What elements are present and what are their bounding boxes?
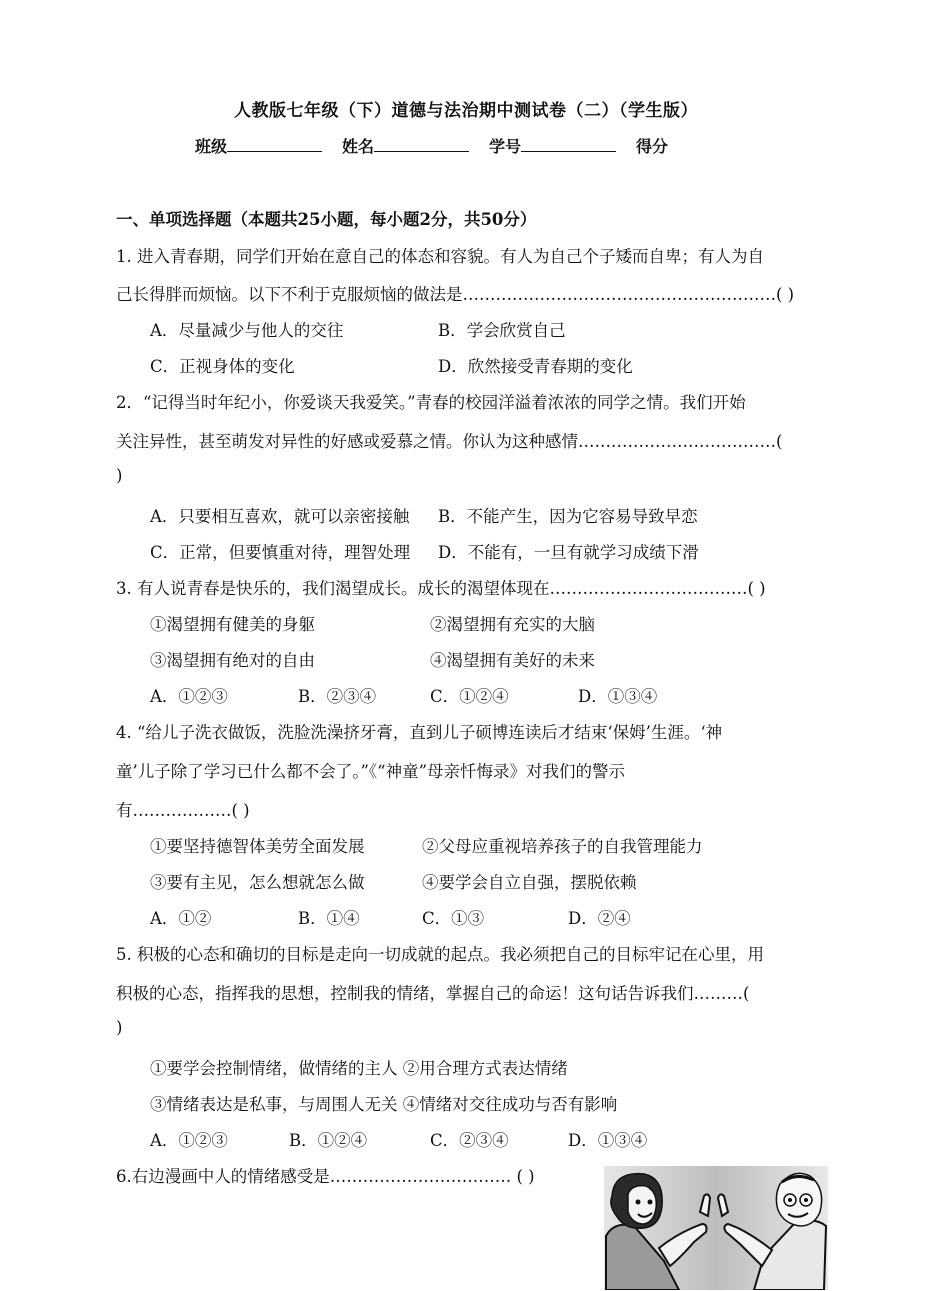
- question-4-text-line-2: 童’儿子除了学习已什么都不会了。”《“神童”母亲忏悔录》对我们的警示: [116, 762, 626, 781]
- question-4-choice-d: D．②④: [568, 909, 631, 928]
- question-4-choice-c: C．①③: [422, 909, 485, 928]
- question-3-statement-3: ③渴望拥有绝对的自由: [150, 651, 315, 670]
- question-3-choice-b: B．②③④: [298, 687, 377, 706]
- question-4-statement-4: ④要学会自立自强，摆脱依赖: [422, 873, 637, 892]
- name-label: 姓名: [342, 137, 375, 156]
- question-2-text-line-1: 2．“记得当时年纪小，你爱谈天我爱笑。”青春的校园洋溢着浓浓的同学之情。我们开始: [116, 393, 746, 412]
- question-3-statement-4: ④渴望拥有美好的未来: [430, 651, 595, 670]
- question-5-text-line-1: 5. 积极的心态和确切的目标是走向一切成就的起点。我必须把自己的目标牢记在心里，用: [116, 945, 764, 964]
- question-1-option-c: C．正视身体的变化: [150, 357, 295, 376]
- question-2-text-line-2: 关注异性，甚至萌发对异性的好感或爱慕之情。你认为这种感情………………………………(: [116, 432, 783, 451]
- section-heading: 一、单项选择题（本题共25小题，每小题2分，共50分）: [116, 210, 537, 229]
- question-4-text-line-1: 4. “给儿子洗衣做饭，洗脸洗澡挤牙膏，直到儿子硕博连读后才结束‘保姆’生涯。‘神: [116, 723, 723, 742]
- question-2-option-d: D．不能有，一旦有就学习成绩下滑: [438, 543, 699, 562]
- student-id-label: 学号: [489, 137, 522, 156]
- student-info-row: [195, 134, 668, 157]
- question-3-choice-a: A．①②③: [150, 687, 228, 706]
- question-3-statement-2: ②渴望拥有充实的大脑: [430, 615, 595, 634]
- exam-title: 人教版七年级（下）道德与法治期中测试卷（二）（学生版）: [234, 101, 698, 121]
- question-5-text-line-3: ): [116, 1018, 123, 1037]
- question-2-option-b: B．不能产生，因为它容易导致早恋: [438, 507, 698, 526]
- question-6-text-line-1: 6.右边漫画中人的情绪感受是…………………………… ( ): [116, 1167, 535, 1186]
- question-5-statements-row-2: ③情绪表达是私事，与周围人无关 ④情绪对交往成功与否有影响: [150, 1095, 618, 1114]
- question-1-option-a: A．尽量减少与他人的交往: [150, 321, 344, 340]
- question-5-choice-c: C．②③④: [430, 1131, 509, 1150]
- question-3-choice-c: C．①②④: [430, 687, 509, 706]
- question-3-choice-d: D．①③④: [578, 687, 658, 706]
- question-4-statement-2: ②父母应重视培养孩子的自我管理能力: [422, 837, 703, 856]
- question-1-option-d: D．欣然接受青春期的变化: [438, 357, 633, 376]
- question-1-text-line-2: 己长得胖而烦恼。以下不利于克服烦恼的做法是…………………………………………………( ): [116, 285, 795, 304]
- class-blank[interactable]: [227, 135, 322, 152]
- question-4-choice-a: A．①②: [150, 909, 212, 928]
- question-5-statements-row-1: ①要学会控制情绪，做情绪的主人 ②用合理方式表达情绪: [150, 1059, 568, 1078]
- class-label: 班级: [195, 137, 228, 156]
- question-5-choice-d: D．①③④: [568, 1131, 648, 1150]
- name-blank[interactable]: [374, 135, 469, 152]
- question-5-choice-a: A．①②③: [150, 1131, 228, 1150]
- question-1-text-line-1: 1. 进入青春期，同学们开始在意自己的体态和容貌。有人为自己个子矮而自卑；有人为自: [116, 247, 764, 266]
- question-5-text-line-2: 积极的心态，指挥我的思想，控制我的情绪，掌握自己的命运！这句话告诉我们………(: [116, 984, 750, 1003]
- question-2-option-c: C．正常，但要慎重对待，理智处理: [150, 543, 411, 562]
- question-1-option-b: B．学会欣赏自己: [438, 321, 566, 340]
- question-4-statement-3: ③要有主见，怎么想就怎么做: [150, 873, 365, 892]
- question-4-text-line-3: 有………………( ): [116, 801, 250, 820]
- question-2-option-a: A．只要相互喜欢，就可以亲密接触: [150, 507, 410, 526]
- question-2-text-line-3: ): [116, 466, 123, 485]
- question-3-text-line-1: 3. 有人说青春是快乐的，我们渴望成长。成长的渴望体现在………………………………( ): [116, 579, 766, 598]
- question-3-statement-1: ①渴望拥有健美的身躯: [150, 615, 315, 634]
- student-id-blank[interactable]: [521, 135, 616, 152]
- question-4-statement-1: ①要坚持德智体美劳全面发展: [150, 837, 365, 856]
- score-label: 得分: [636, 137, 669, 156]
- question-5-choice-b: B．①②④: [289, 1131, 368, 1150]
- cartoon-image: [604, 1166, 828, 1290]
- question-4-choice-b: B．①④: [298, 909, 360, 928]
